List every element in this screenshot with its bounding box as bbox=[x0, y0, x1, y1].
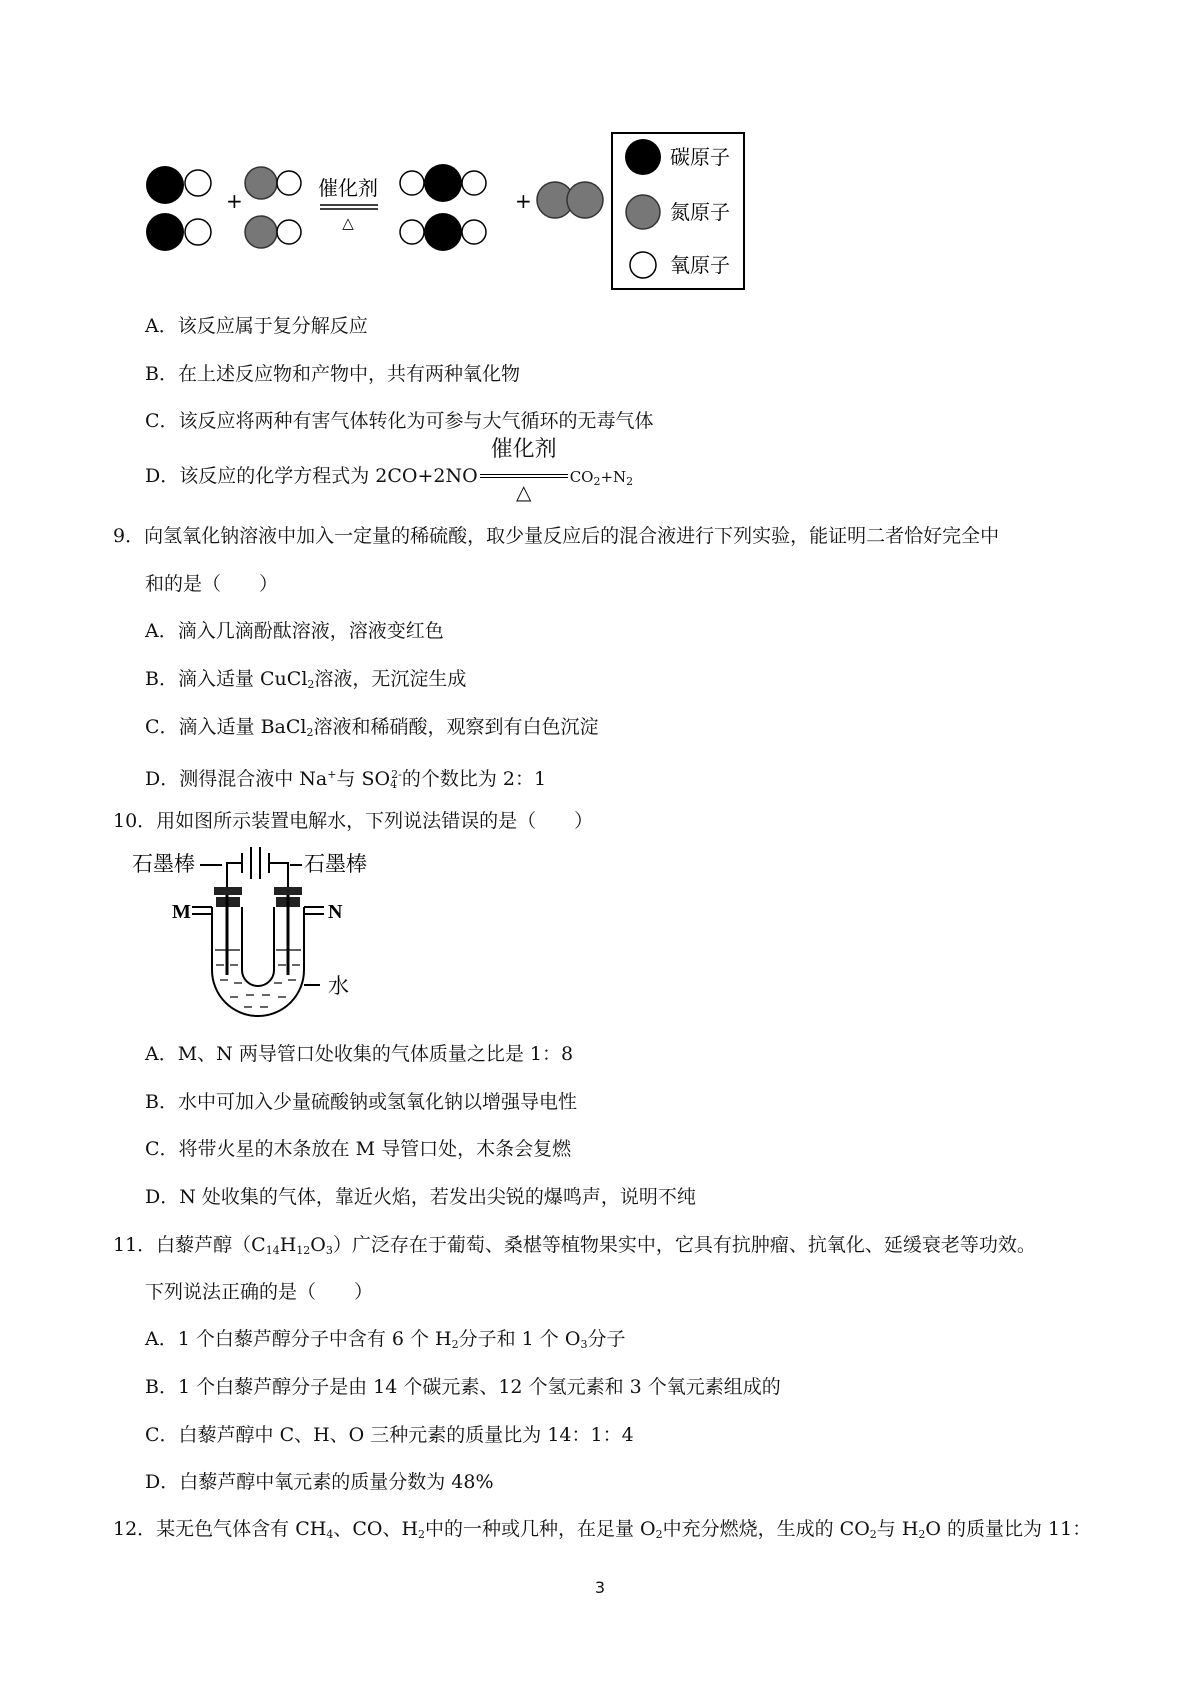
q8-d-plus: +N bbox=[600, 468, 627, 486]
text: 中充分燃烧，生成的 CO bbox=[662, 1518, 870, 1540]
q9-option-c bbox=[145, 713, 599, 747]
q10-option-d: D．N 处收集的气体，靠近火焰，若发出尖锐的爆鸣声，说明不纯 bbox=[145, 1186, 696, 1208]
text: 11．白藜芦醇（C bbox=[113, 1234, 266, 1256]
sub: 2 bbox=[655, 1528, 663, 1541]
q8-d-co: CO bbox=[569, 468, 594, 486]
heat-symbol: △ bbox=[342, 214, 354, 232]
q8-d-prefix: D．该反应的化学方程式为 2CO+2NO bbox=[145, 465, 478, 487]
electrolysis-apparatus bbox=[130, 845, 430, 1025]
legend-oxygen: 氧原子 bbox=[670, 253, 730, 277]
n2-molecule bbox=[537, 182, 603, 218]
catalyst-label: 催化剂 bbox=[318, 176, 378, 200]
sup: + bbox=[327, 768, 337, 781]
reaction-diagram bbox=[0, 0, 1200, 300]
co-molecule bbox=[146, 166, 211, 204]
sup: 2- bbox=[391, 768, 402, 781]
label-m: M bbox=[172, 901, 191, 923]
legend-nitrogen: 氮原子 bbox=[670, 200, 730, 224]
sub: 2 bbox=[918, 1528, 926, 1541]
q11-option-a bbox=[145, 1325, 625, 1359]
graphite-label-left: 石墨棒 bbox=[132, 852, 195, 876]
sub: 2 bbox=[869, 1528, 877, 1541]
text: 分子 bbox=[587, 1328, 626, 1350]
text: 溶液，无沉淀生成 bbox=[314, 668, 467, 690]
q9-stem-2: 和的是（ ） bbox=[145, 573, 279, 595]
q8-d-catalyst: 催化剂 bbox=[490, 437, 557, 462]
q10-option-b: B．水中可加入少量硫酸钠或氢氧化钠以增强导电性 bbox=[145, 1091, 577, 1113]
carbon-atom-icon bbox=[625, 139, 661, 175]
stopper bbox=[274, 887, 302, 895]
text: 中的一种或几种，在足量 O bbox=[425, 1518, 656, 1540]
sub: 2 bbox=[626, 475, 634, 488]
q8-d-heat: △ bbox=[515, 480, 532, 504]
oxygen-atom-icon bbox=[630, 252, 656, 278]
catalyst-arrow bbox=[478, 437, 570, 504]
sub: 4 bbox=[326, 1528, 334, 1541]
text: H bbox=[279, 1234, 297, 1256]
stopper bbox=[214, 887, 242, 895]
q8-option-a: A．该反应属于复分解反应 bbox=[145, 315, 368, 337]
text: 与 SO bbox=[336, 768, 391, 790]
plus-sign: + bbox=[226, 189, 243, 213]
text: 、CO、H bbox=[333, 1518, 419, 1540]
q9-option-d bbox=[145, 761, 546, 799]
q11-option-c: C．白藜芦醇中 C、H、O 三种元素的质量比为 14：1：4 bbox=[145, 1424, 634, 1446]
text: 与 H bbox=[876, 1518, 919, 1540]
u-tube-inner bbox=[242, 907, 274, 986]
text: 12．某无色气体含有 CH bbox=[113, 1518, 327, 1540]
q9-option-a: A．滴入几滴酚酞溶液，溶液变红色 bbox=[145, 620, 444, 642]
sub: 3 bbox=[325, 1244, 333, 1257]
text: D．测得混合液中 Na bbox=[145, 768, 328, 790]
q11-stem-2: 下列说法正确的是（ ） bbox=[145, 1281, 374, 1303]
sub: 3 bbox=[580, 1338, 588, 1351]
label-water: 水 bbox=[328, 974, 349, 998]
q11-stem-1 bbox=[113, 1231, 1036, 1265]
q11-option-d: D．白藜芦醇中氧元素的质量分数为 48% bbox=[145, 1471, 494, 1493]
label-n: N bbox=[328, 901, 343, 923]
text: O 的质量比为 11： bbox=[925, 1518, 1092, 1540]
text: B．滴入适量 CuCl bbox=[145, 668, 308, 690]
sub: 14 bbox=[265, 1244, 280, 1257]
q11-option-b: B．1 个白藜芦醇分子是由 14 个碳元素、12 个氢元素和 3 个氧元素组成的 bbox=[145, 1376, 781, 1398]
text: C．滴入适量 BaCl bbox=[145, 716, 307, 738]
q10-option-a: A．M、N 两导管口处收集的气体质量之比是 1：8 bbox=[145, 1043, 574, 1065]
sub: 2 bbox=[451, 1338, 459, 1351]
page-number: 3 bbox=[594, 1578, 606, 1597]
q8-option-b: B．在上述反应物和产物中，共有两种氧化物 bbox=[145, 363, 520, 385]
no-molecule bbox=[245, 216, 301, 248]
nitrogen-atom-icon bbox=[626, 195, 660, 229]
q12-stem bbox=[113, 1515, 1091, 1549]
graphite-label-right: 石墨棒 bbox=[304, 852, 367, 876]
legend-carbon: 碳原子 bbox=[670, 145, 730, 169]
co2-molecule bbox=[400, 213, 486, 251]
text: 溶液和稀硝酸，观察到有白色沉淀 bbox=[313, 716, 599, 738]
q10-option-c: C．将带火星的木条放在 M 导管口处，木条会复燃 bbox=[145, 1138, 572, 1160]
sub: 2 bbox=[306, 726, 314, 739]
q8-option-d bbox=[145, 437, 634, 504]
q9-stem-1: 9．向氢氧化钠溶液中加入一定量的稀硫酸，取少量反应后的混合液进行下列实验，能证明二者恰好完全中 bbox=[113, 525, 1000, 547]
plus-sign: + bbox=[515, 189, 532, 213]
text: 分子和 1 个 O bbox=[458, 1328, 581, 1350]
sub: 12 bbox=[296, 1244, 311, 1257]
sub: 2 bbox=[418, 1528, 426, 1541]
co2-molecule bbox=[400, 164, 486, 202]
text: ）广泛存在于葡萄、桑椹等植物果实中，它具有抗肿瘤、抗氧化、延缓衰老等功效。 bbox=[332, 1234, 1036, 1256]
q10-stem: 10．用如图所示装置电解水，下列说法错误的是（ ） bbox=[113, 810, 594, 832]
sub: 2 bbox=[593, 475, 601, 488]
q8-option-c: C．该反应将两种有害气体转化为可参与大气循环的无毒气体 bbox=[145, 410, 654, 432]
no-molecule bbox=[245, 167, 301, 199]
co-molecule bbox=[146, 213, 211, 251]
sub: 2 bbox=[307, 678, 315, 691]
q9-option-b bbox=[145, 665, 466, 699]
text: A．1 个白藜芦醇分子中含有 6 个 H bbox=[145, 1328, 452, 1350]
sub: 4 bbox=[390, 778, 398, 791]
text: O bbox=[310, 1234, 326, 1256]
text: 的个数比为 2：1 bbox=[401, 768, 547, 790]
